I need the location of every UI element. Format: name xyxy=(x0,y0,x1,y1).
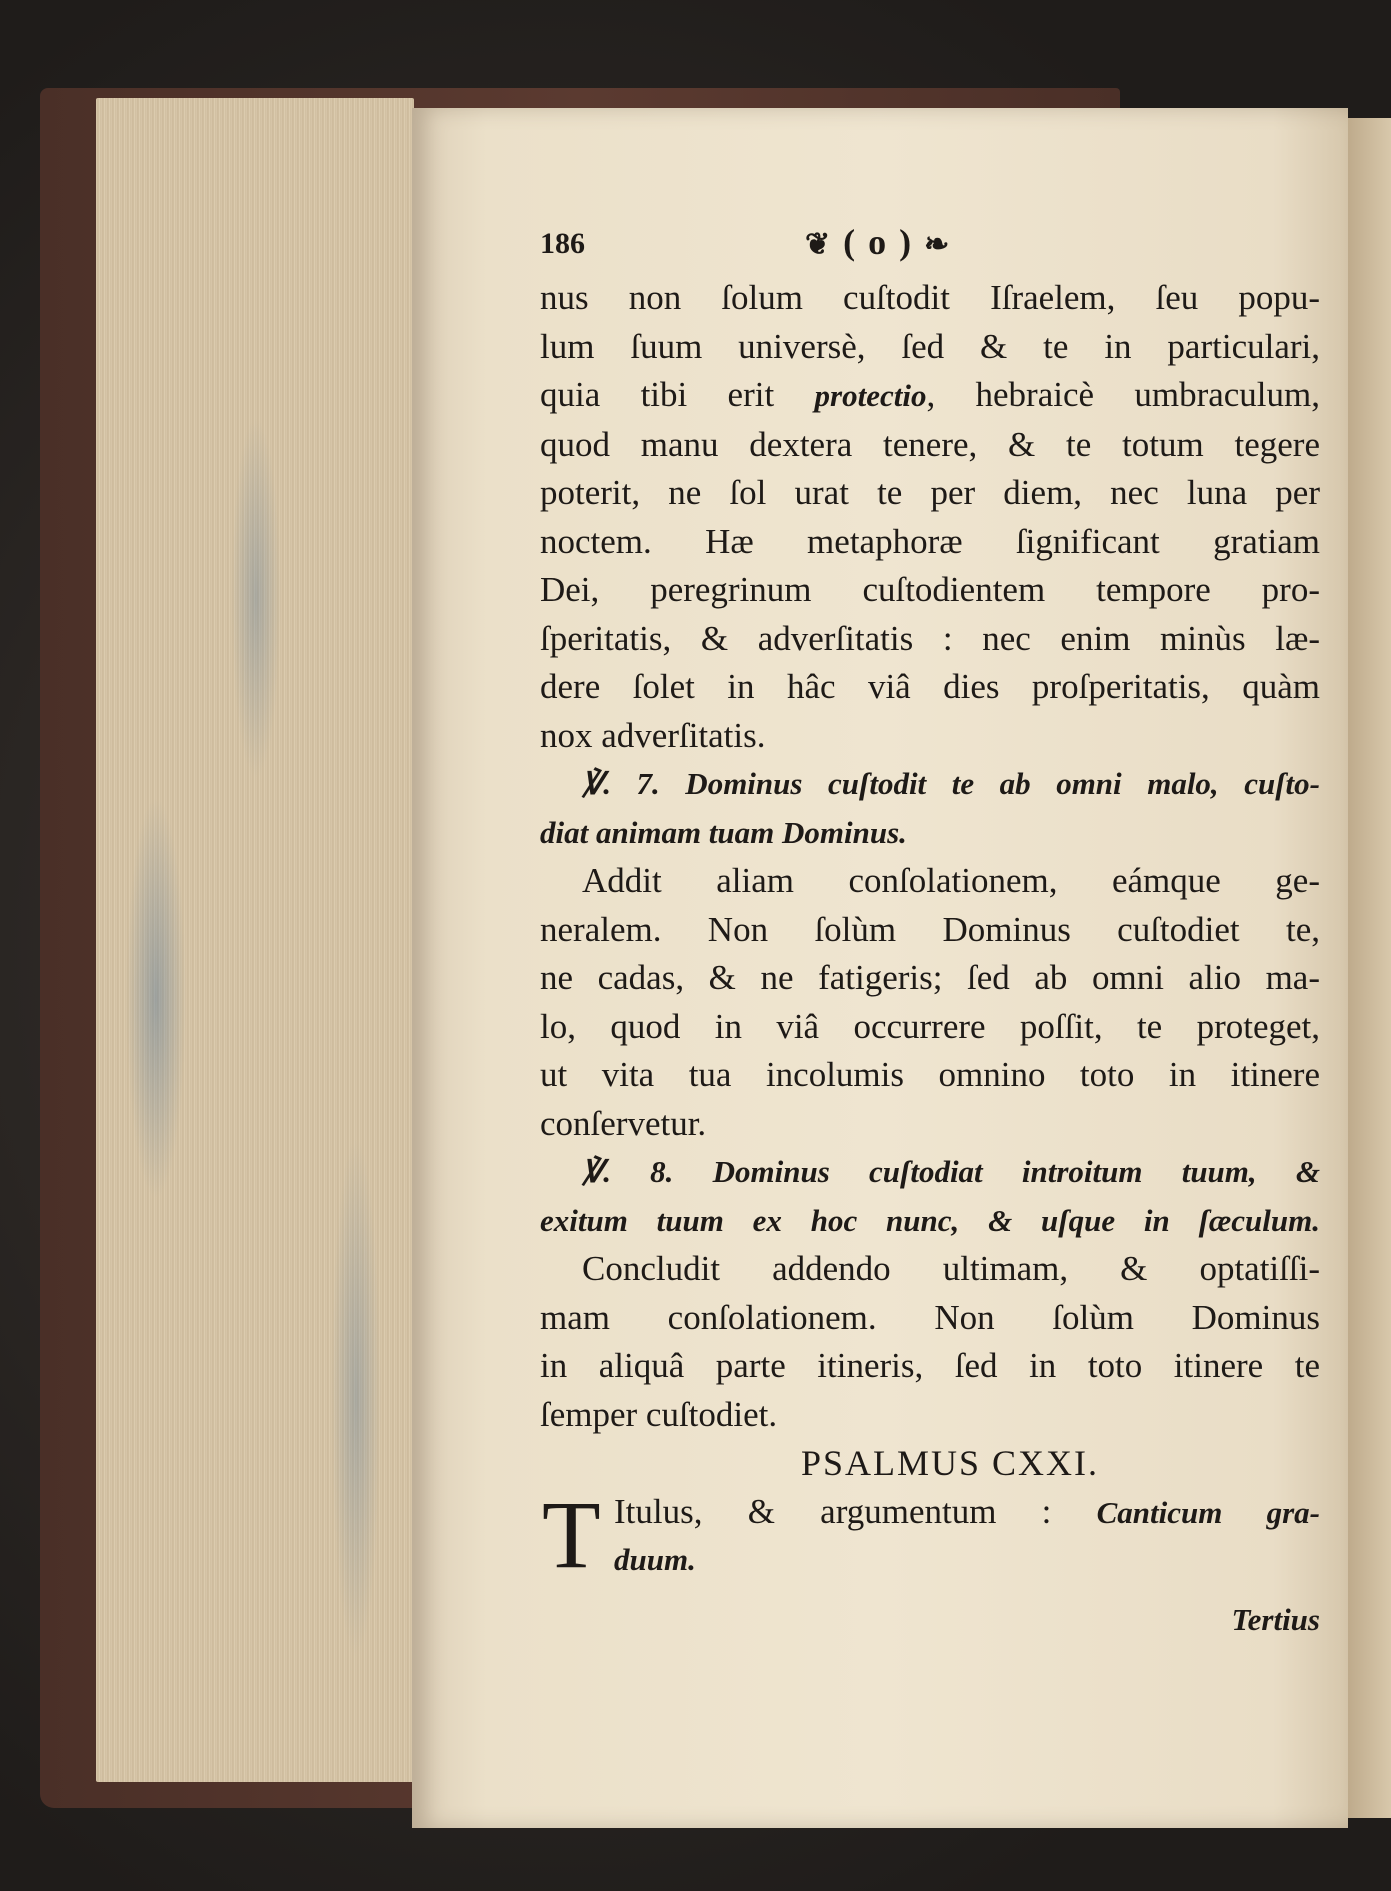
text-line: duum. xyxy=(614,1541,696,1577)
paragraph-1 xyxy=(540,274,1320,760)
text-line: Addit aliam conſolationem, eámque ge- xyxy=(582,861,1320,900)
page-edge-stain xyxy=(96,98,414,1782)
text-line: ut vita tua incolumis omnino toto in itinere xyxy=(540,1055,1320,1094)
paragraph-3 xyxy=(540,1245,1320,1439)
text-line: dere ſolet in hâc viâ dies proſperitatis, quàm xyxy=(540,667,1320,706)
page-number: 186 xyxy=(540,227,585,260)
text-line: Dei, peregrinum cuſtodientem tempore pro- xyxy=(540,570,1320,609)
verse-line: diat animam tuam Dominus. xyxy=(540,814,907,850)
psalm-heading: PSALMUS CXXI. xyxy=(800,1443,1100,1483)
verse-7 xyxy=(540,760,1320,857)
title-paragraph xyxy=(540,1480,1320,1588)
text-line: nox adverſitatis. xyxy=(540,715,766,755)
verse-line: exitum tuum ex hoc nunc, & uſque in ſæculum. xyxy=(540,1202,1320,1238)
text-line: Concludit addendo ultimam, & optatiſſi- xyxy=(582,1249,1320,1288)
text-line: ſperitatis, & adverſitatis : nec enim minùs læ- xyxy=(540,618,1320,658)
verse-line: ℣. 8. Dominus cuſtodiat introitum tuum, & xyxy=(582,1154,1320,1189)
text-line: nus non ſolum cuſtodit Iſraelem, ſeu popu- xyxy=(540,278,1320,317)
text-line: Itulus, & argumentum : Canticum gra- xyxy=(614,1491,1320,1531)
text-line: ne cadas, & ne fatigeris; ſed ab omni alio ma- xyxy=(540,958,1320,997)
text-line: neralem. Non ſolùm Dominus cuſtodiet te, xyxy=(540,909,1320,949)
text-line: conſervetur. xyxy=(540,1103,707,1143)
text-line: mam conſolationem. Non ſolùm Dominus xyxy=(540,1297,1320,1337)
verse-8 xyxy=(540,1148,1320,1245)
text-line: quod manu dextera tenere, & te totum tegere xyxy=(540,424,1320,464)
drop-cap: T xyxy=(542,1480,601,1588)
paragraph-2 xyxy=(540,857,1320,1148)
page-text xyxy=(540,220,1320,1644)
fleuron-left-icon: ❦ xyxy=(805,228,833,261)
text-line: lo, quod in viâ occurrere poſſit, te proteget, xyxy=(540,1006,1320,1046)
text-line: lum ſuum universè, ſed & te in particulari, xyxy=(540,326,1320,366)
header-ornament: ❦ ( o ) ❧ xyxy=(805,222,952,262)
facing-page-edge xyxy=(1346,118,1391,1818)
catchword: Tertius xyxy=(1231,1601,1320,1637)
fleuron-right-icon: ❧ xyxy=(924,228,952,261)
text-line: noctem. Hæ metaphoræ ſignificant gratiam xyxy=(540,521,1320,561)
page-header xyxy=(540,220,1320,268)
text-line: in aliquâ parte itineris, ſed in toto itinere te xyxy=(540,1346,1320,1385)
verse-line: ℣. 7. Dominus cuſtodit te ab omni malo, cuſto- xyxy=(582,766,1320,801)
text-line: quia tibi erit protectio, hebraicè umbraculum, xyxy=(540,375,1320,414)
text-line: ſemper cuſtodiet. xyxy=(540,1394,778,1434)
text-line: poterit, ne ſol urat te per diem, nec luna per xyxy=(540,473,1320,512)
